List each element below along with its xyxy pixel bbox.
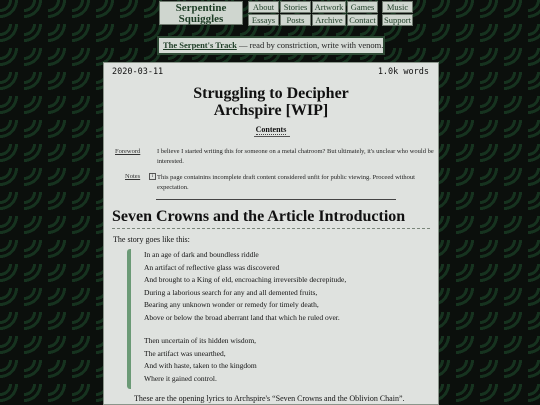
article-title <box>104 85 438 119</box>
nav-about[interactable]: About <box>248 1 279 13</box>
lyric-line: Bearing any unknown wonder or remedy for timely death, <box>144 300 319 309</box>
logo-line-1: Serpentine <box>175 2 227 14</box>
site-logo[interactable] <box>159 1 243 25</box>
lyric-line: Then uncertain of its hidden wisdom, <box>144 336 257 345</box>
contents-label: Contents <box>255 125 287 134</box>
notes-label[interactable]: Notes <box>125 173 141 180</box>
nav-contact[interactable]: Contact <box>347 14 378 26</box>
nav-artwork[interactable]: Artwork <box>312 1 346 13</box>
lyric-line: Above or below the broad aberrant land that which he ruled over. <box>144 312 340 322</box>
foreword-text: I believe I started writing this for someone on a metal chatroom? But ultimately, it's unclear who would be interested. <box>157 148 434 165</box>
nav-essays[interactable]: Essays <box>248 14 279 26</box>
lyric-line: And with haste, taken to the kingdom <box>144 361 257 370</box>
title-line-2: Archspire [WIP] <box>213 102 329 119</box>
nav-music[interactable]: Music <box>382 1 413 13</box>
outro-text: These are the opening lyrics to Archspire's “Seven Crowns and the Oblivion Chain”. <box>134 394 405 403</box>
section-heading: Seven Crowns and the Article Introduction <box>112 207 430 229</box>
word-count: 1.0k words <box>377 67 429 77</box>
notes-text: This page containins incomplete draft content considered unfit for public viewing. Proceed without expectation. <box>157 174 415 191</box>
info-icon: i <box>149 173 156 180</box>
lyric-line: An artifact of reflective glass was discovered <box>144 262 280 272</box>
nav-archive[interactable]: Archive <box>312 14 346 26</box>
nav-stories[interactable]: Stories <box>280 1 311 13</box>
stanza-gap <box>144 324 407 335</box>
lyric-line: Where it gained control. <box>144 373 217 383</box>
section-divider <box>156 199 396 200</box>
foreword-label[interactable]: Foreword <box>115 148 141 155</box>
nav-support[interactable]: Support <box>382 14 413 26</box>
lyric-line: In an age of dark and boundless riddle <box>144 250 259 259</box>
contents-toggle[interactable] <box>104 125 438 134</box>
contents-divider <box>254 136 290 137</box>
lyric-line: And brought to a King of eld, encroaching irreversible decrepitude, <box>144 275 347 284</box>
tagline-text: — read by constriction, write with venom. <box>236 40 384 50</box>
tagline-link[interactable]: The Serpent's Track <box>163 40 237 50</box>
main-nav <box>248 1 411 26</box>
lyric-line: The artifact was unearthed, <box>144 348 226 358</box>
lyric-line: During a laborious search for any and all demented fruits, <box>144 287 318 297</box>
article-card <box>103 62 439 405</box>
article-meta <box>112 67 429 77</box>
nav-posts[interactable]: Posts <box>280 14 311 26</box>
intro-text: The story goes like this: <box>113 235 190 244</box>
article-date: 2020-03-11 <box>112 67 164 77</box>
logo-line-2: Squiggles <box>178 13 224 25</box>
title-line-1: Struggling to Decipher <box>193 85 349 102</box>
lyrics-blockquote <box>127 249 407 389</box>
tagline-bar <box>157 36 385 55</box>
nav-games[interactable]: Games <box>347 1 378 13</box>
